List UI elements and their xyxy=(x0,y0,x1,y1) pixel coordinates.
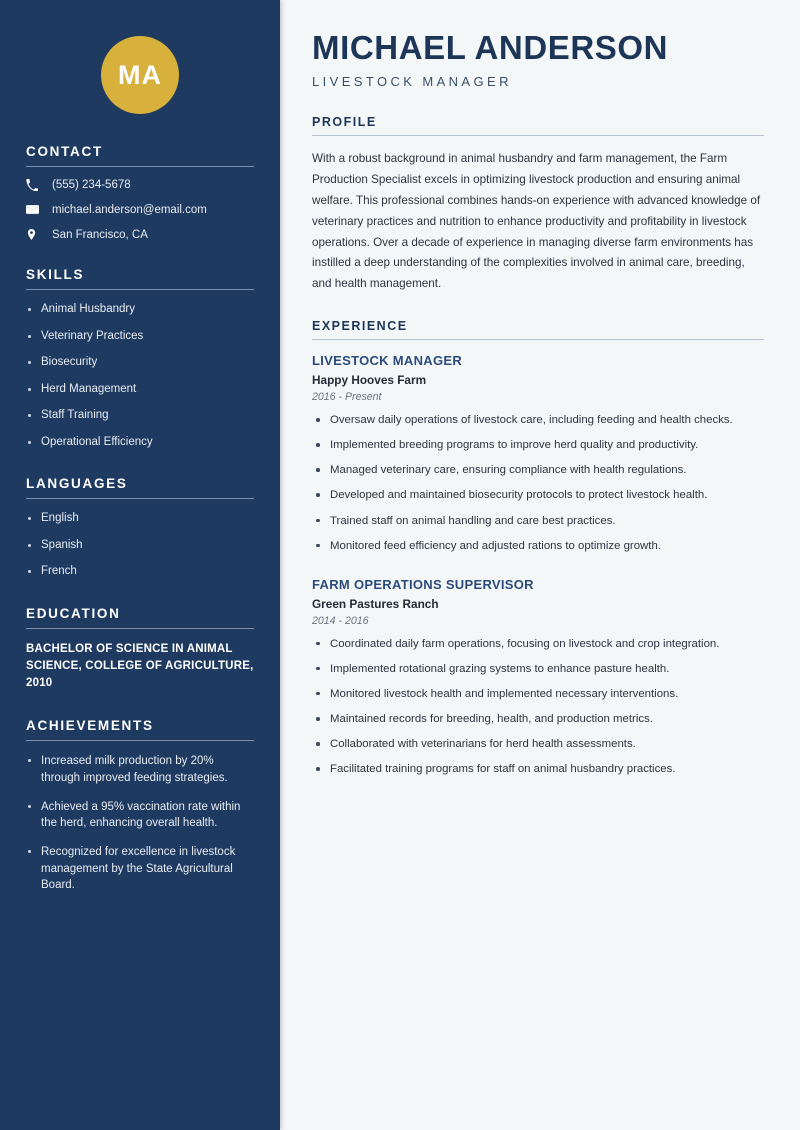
experience-dates: 2014 - 2016 xyxy=(312,614,369,627)
phone-icon xyxy=(26,179,44,191)
experience-dates: 2016 - Present xyxy=(312,391,382,404)
list-item: Staff Training xyxy=(26,408,254,424)
list-item: Maintained records for breeding, health, and production metrics. xyxy=(312,711,764,728)
avatar: MA xyxy=(101,36,179,114)
contact-phone-value: (555) 234-5678 xyxy=(52,179,131,191)
experience-divider xyxy=(312,339,764,340)
languages-heading: LANGUAGES xyxy=(26,476,128,492)
list-item: Spanish xyxy=(26,538,254,554)
education-divider xyxy=(26,628,254,629)
contact-heading: CONTACT xyxy=(26,144,103,159)
list-item: Implemented breeding programs to improve herd quality and productivity. xyxy=(312,437,764,454)
contact-location-value: San Francisco, CA xyxy=(52,228,148,241)
list-item: Managed veterinary care, ensuring compliance with health regulations. xyxy=(312,462,764,479)
achievements-section xyxy=(0,718,280,894)
languages-list xyxy=(26,511,254,580)
experience-company: Green Pastures Ranch xyxy=(312,596,439,611)
experience-bullets xyxy=(312,636,764,779)
experience-job-title: LIVESTOCK MANAGER xyxy=(312,353,463,369)
skills-list xyxy=(26,302,254,450)
languages-divider xyxy=(26,498,254,499)
list-item: Developed and maintained biosecurity protocols to protect livestock health. xyxy=(312,487,764,504)
list-item: Herd Management xyxy=(26,382,254,398)
profile-text: With a robust background in animal husbandry and farm management, the Farm Production Specialist excels in optimizing livestock production and ensuring animal welfare. This professional combines hands-on experience with advanced knowledge of veterinary practices and nutrition to enhance productivity and profitability in livestock operations. Over a decade of experience in managing diverse farm environments has instilled a deep understanding of the complexities involved in animal care, breeding, and health management. xyxy=(312,152,761,291)
list-item: Oversaw daily operations of livestock care, including feeding and health checks. xyxy=(312,412,764,429)
contact-section xyxy=(0,144,280,241)
list-item: Veterinary Practices xyxy=(26,329,254,345)
list-item: Increased milk production by 20% through improved feeding strategies. xyxy=(26,753,254,786)
experience-bullets xyxy=(312,412,764,555)
job-subtitle: LIVESTOCK MANAGER xyxy=(312,74,512,90)
list-item: French xyxy=(26,564,254,580)
contact-email-value: michael.anderson@email.com xyxy=(52,203,207,216)
education-heading: EDUCATION xyxy=(26,605,121,621)
list-item: Recognized for excellence in livestock management by the State Agricultural Board. xyxy=(26,844,254,894)
list-item: Coordinated daily farm operations, focusing on livestock and crop integration. xyxy=(312,636,764,653)
profile-heading: PROFILE xyxy=(312,115,377,130)
list-item: Facilitated training programs for staff on animal husbandry practices. xyxy=(312,761,764,778)
list-item: Monitored feed efficiency and adjusted rations to optimize growth. xyxy=(312,538,764,555)
experience-heading: EXPERIENCE xyxy=(312,319,408,334)
experience-entry xyxy=(312,353,764,555)
list-item: Biosecurity xyxy=(26,355,254,371)
sidebar xyxy=(0,0,280,1130)
experience-company: Happy Hooves Farm xyxy=(312,373,427,388)
contact-divider xyxy=(26,166,254,167)
contact-email[interactable] xyxy=(26,203,254,216)
education-degree: BACHELOR OF SCIENCE IN ANIMAL SCIENCE, COLLEGE OF AGRICULTURE, 2010 xyxy=(26,642,254,690)
list-item: Achieved a 95% vaccination rate within the herd, enhancing overall health. xyxy=(26,799,254,832)
experience-entry xyxy=(312,577,764,779)
list-item: English xyxy=(26,511,254,527)
main-content xyxy=(280,0,800,1130)
avatar-container xyxy=(0,0,280,144)
page-title: MICHAEL ANDERSON xyxy=(312,29,669,66)
list-item: Operational Efficiency xyxy=(26,435,254,451)
experience-section xyxy=(312,319,764,778)
list-item: Implemented rotational grazing systems to enhance pasture health. xyxy=(312,661,764,678)
list-item: Trained staff on animal handling and care best practices. xyxy=(312,513,764,530)
education-section xyxy=(0,606,280,693)
contact-location[interactable] xyxy=(26,228,254,241)
profile-section xyxy=(312,115,764,295)
list-item: Animal Husbandry xyxy=(26,302,254,318)
languages-section xyxy=(0,476,280,580)
skills-divider xyxy=(26,289,254,290)
envelope-icon xyxy=(26,203,44,216)
experience-job-title: FARM OPERATIONS SUPERVISOR xyxy=(312,576,534,592)
skills-heading: SKILLS xyxy=(26,267,85,282)
location-pin-icon xyxy=(26,228,44,241)
list-item: Collaborated with veterinarians for herd health assessments. xyxy=(312,736,764,753)
achievements-divider xyxy=(26,740,254,741)
list-item: Monitored livestock health and implemented necessary interventions. xyxy=(312,686,764,703)
achievements-heading: ACHIEVEMENTS xyxy=(26,718,154,734)
contact-phone[interactable] xyxy=(26,179,254,191)
skills-section xyxy=(0,267,280,450)
profile-divider xyxy=(312,135,764,136)
achievements-list xyxy=(26,753,254,894)
